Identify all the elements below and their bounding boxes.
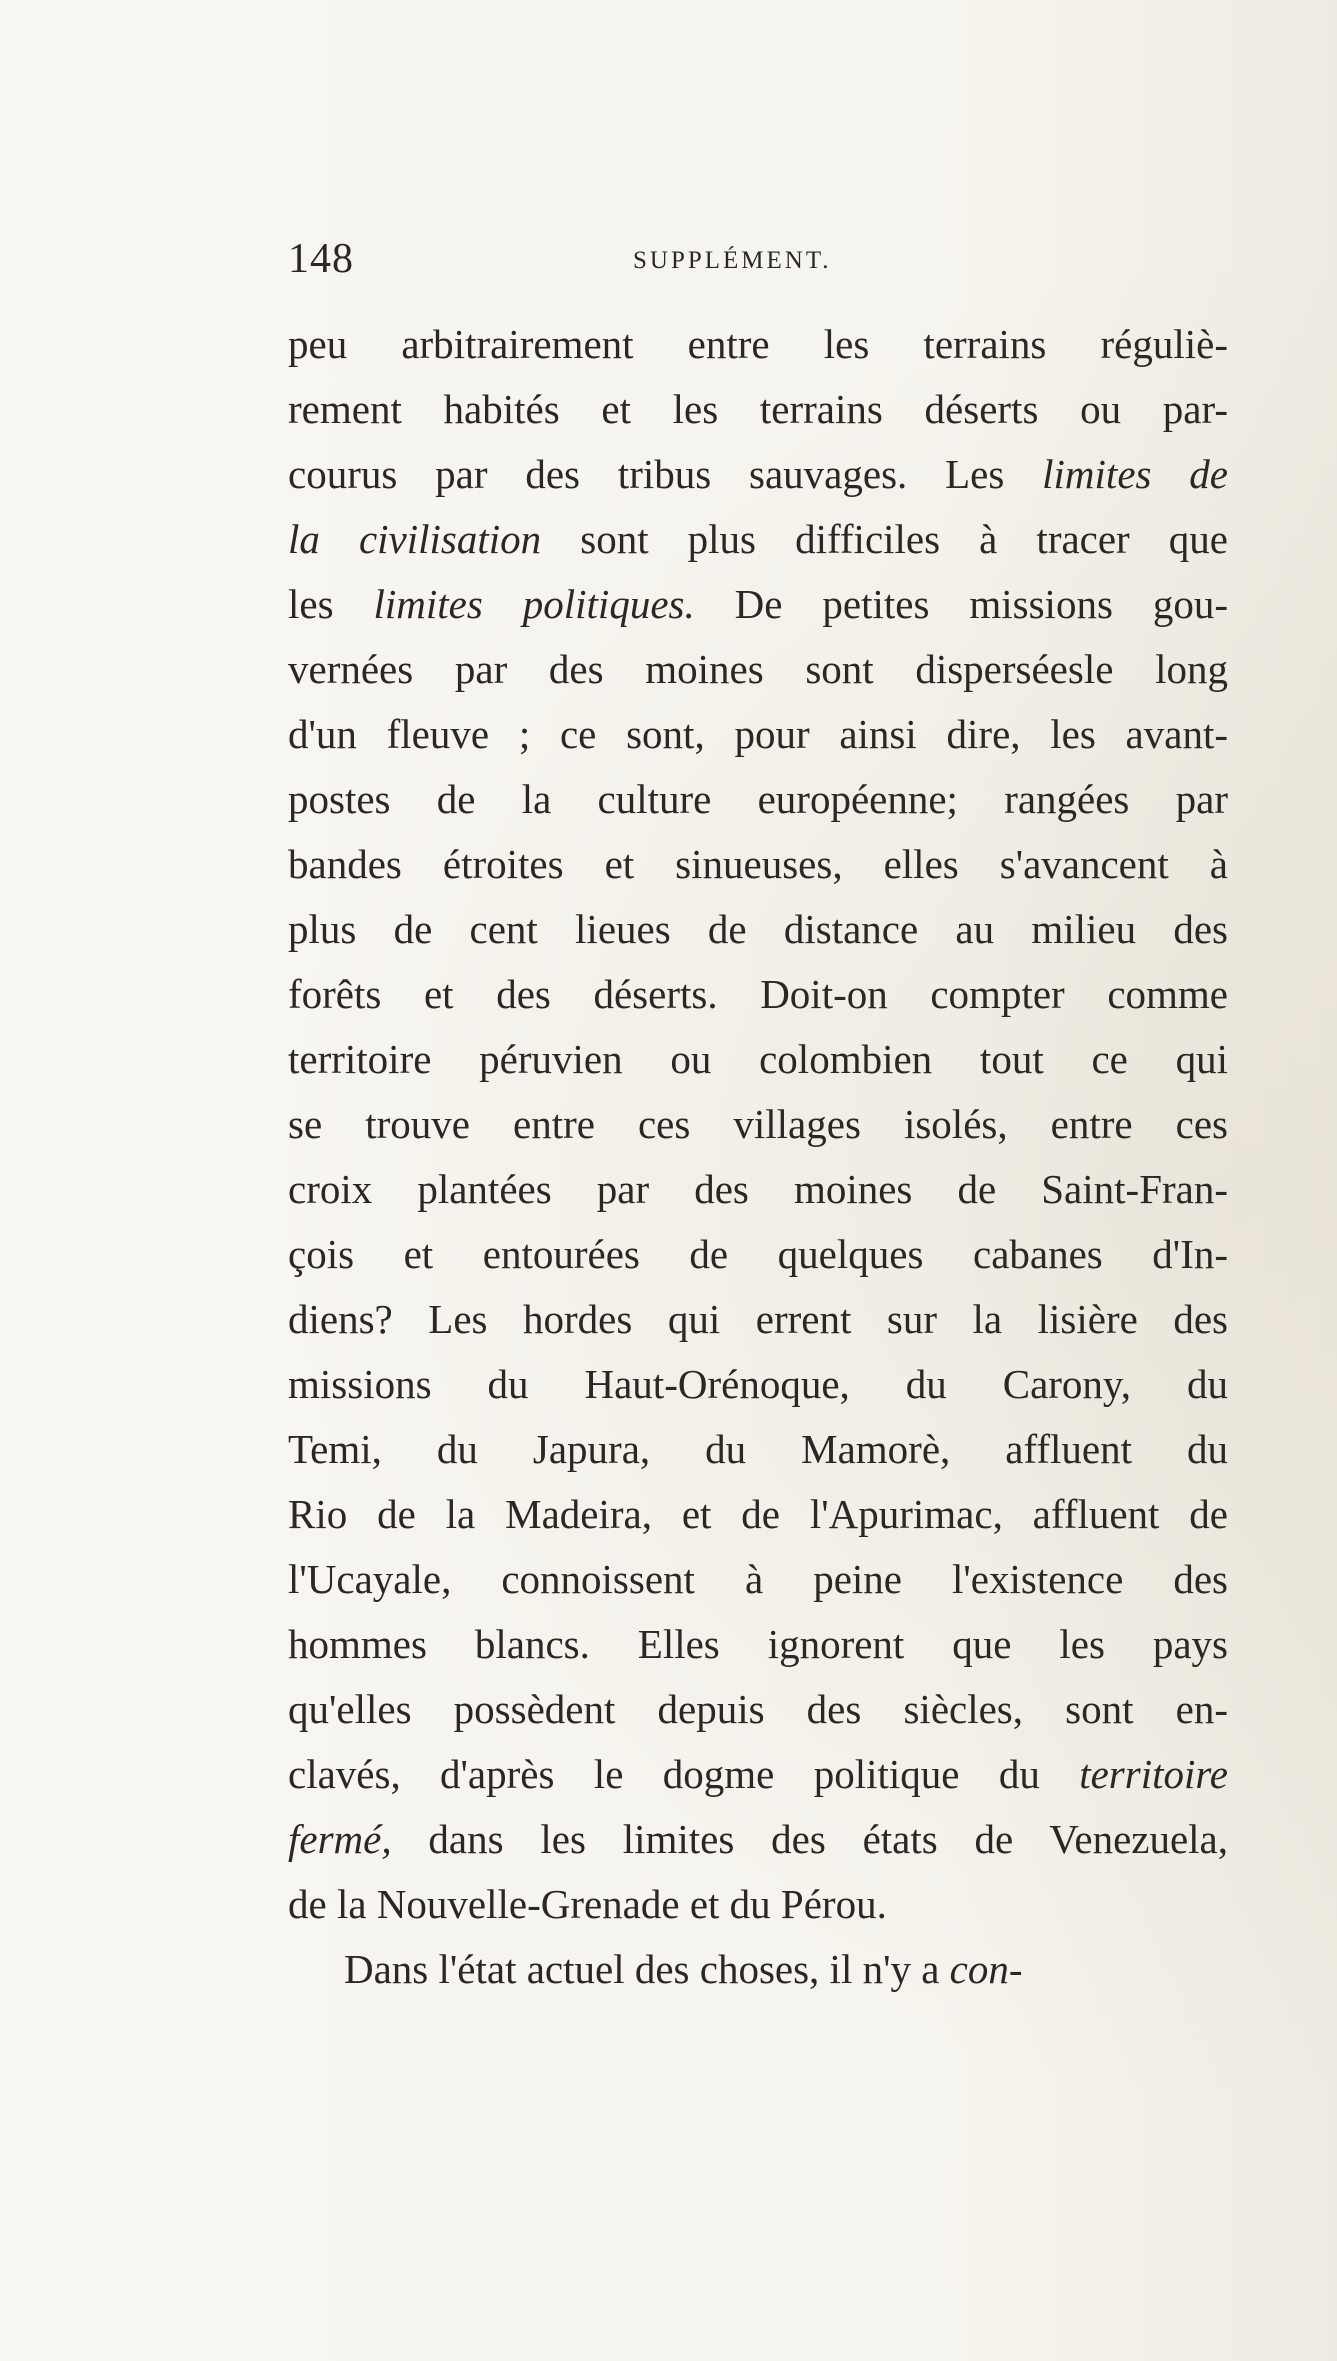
- text-line: [288, 1027, 1228, 1092]
- italic-text: fermé,: [288, 1816, 392, 1862]
- text-segment: l'Ucayale, connoissent à peine l'existence des: [288, 1556, 1228, 1602]
- text-line: [288, 637, 1228, 702]
- text-line: [288, 312, 1228, 377]
- text-line: [288, 1937, 1228, 2002]
- text-segment: sont plus difficiles à tracer que: [541, 516, 1228, 562]
- text-segment: diens? Les hordes qui errent sur la lisière des: [288, 1296, 1228, 1342]
- running-title: SUPPLÉMENT.: [633, 247, 832, 274]
- text-segment: clavés, d'après le dogme politique du: [288, 1751, 1080, 1797]
- text-segment: Temi, du Japura, du Mamorè, affluent du: [288, 1426, 1228, 1472]
- text-line: [288, 702, 1228, 767]
- text-segment: De petites missions gou-: [694, 581, 1228, 627]
- text-segment: de la Nouvelle-Grenade et du Pérou.: [288, 1881, 887, 1927]
- text-segment: courus par des tribus sauvages. Les: [288, 451, 1043, 497]
- italic-text: limites de: [1042, 451, 1228, 497]
- text-line: [288, 1872, 1228, 1937]
- text-segment: hommes blancs. Elles ignorent que les pays: [288, 1621, 1228, 1667]
- text-line: [288, 1677, 1228, 1742]
- page-header: [288, 235, 1228, 295]
- text-line: [288, 1222, 1228, 1287]
- text-line: [288, 832, 1228, 897]
- text-line: [288, 572, 1228, 637]
- italic-text: con-: [949, 1946, 1023, 1992]
- text-line: [288, 1287, 1228, 1352]
- text-segment: les: [288, 581, 374, 627]
- italic-text: territoire: [1079, 1751, 1228, 1797]
- text-line: [288, 962, 1228, 1027]
- text-segment: çois et entourées de quelques cabanes d'In-: [288, 1231, 1228, 1277]
- text-segment: bandes étroites et sinueuses, elles s'avancent à: [288, 841, 1228, 887]
- text-segment: missions du Haut-Orénoque, du Carony, du: [288, 1361, 1228, 1407]
- text-line: [288, 1807, 1228, 1872]
- text-segment: d'un fleuve ; ce sont, pour ainsi dire, les avant-: [288, 711, 1228, 757]
- text-line: [288, 1742, 1228, 1807]
- text-segment: Dans l'état actuel des choses, il n'y a: [344, 1946, 950, 1992]
- text-segment: postes de la culture européenne; rangées par: [288, 776, 1228, 822]
- text-segment: se trouve entre ces villages isolés, entre ces: [288, 1101, 1228, 1147]
- text-segment: peu arbitrairement entre les terrains réguliè-: [288, 321, 1228, 367]
- text-line: [288, 442, 1228, 507]
- page-number: 148: [288, 236, 354, 282]
- text-line: [288, 1092, 1228, 1157]
- italic-text: la civilisation: [288, 516, 542, 562]
- text-line: [288, 767, 1228, 832]
- text-line: [288, 1157, 1228, 1222]
- text-line: [288, 1612, 1228, 1677]
- text-segment: croix plantées par des moines de Saint-Fran-: [288, 1166, 1228, 1212]
- italic-text: limites politiques.: [373, 581, 695, 627]
- text-segment: forêts et des déserts. Doit-on compter comme: [288, 971, 1228, 1017]
- text-segment: dans les limites des états de Venezuela,: [391, 1816, 1228, 1862]
- text-line: [288, 1417, 1228, 1482]
- text-segment: Rio de la Madeira, et de l'Apurimac, affluent de: [288, 1491, 1228, 1537]
- text-line: [288, 377, 1228, 442]
- text-line: [288, 1482, 1228, 1547]
- text-segment: plus de cent lieues de distance au milieu des: [288, 906, 1228, 952]
- text-line: [288, 1547, 1228, 1612]
- text-line: [288, 1352, 1228, 1417]
- text-segment: vernées par des moines sont disperséesle long: [288, 646, 1228, 692]
- text-segment: rement habités et les terrains déserts ou par-: [288, 386, 1228, 432]
- text-line: [288, 897, 1228, 962]
- body-text: [288, 312, 1228, 2002]
- text-line: [288, 507, 1228, 572]
- text-segment: territoire péruvien ou colombien tout ce qui: [288, 1036, 1228, 1082]
- text-segment: qu'elles possèdent depuis des siècles, sont en-: [288, 1686, 1228, 1732]
